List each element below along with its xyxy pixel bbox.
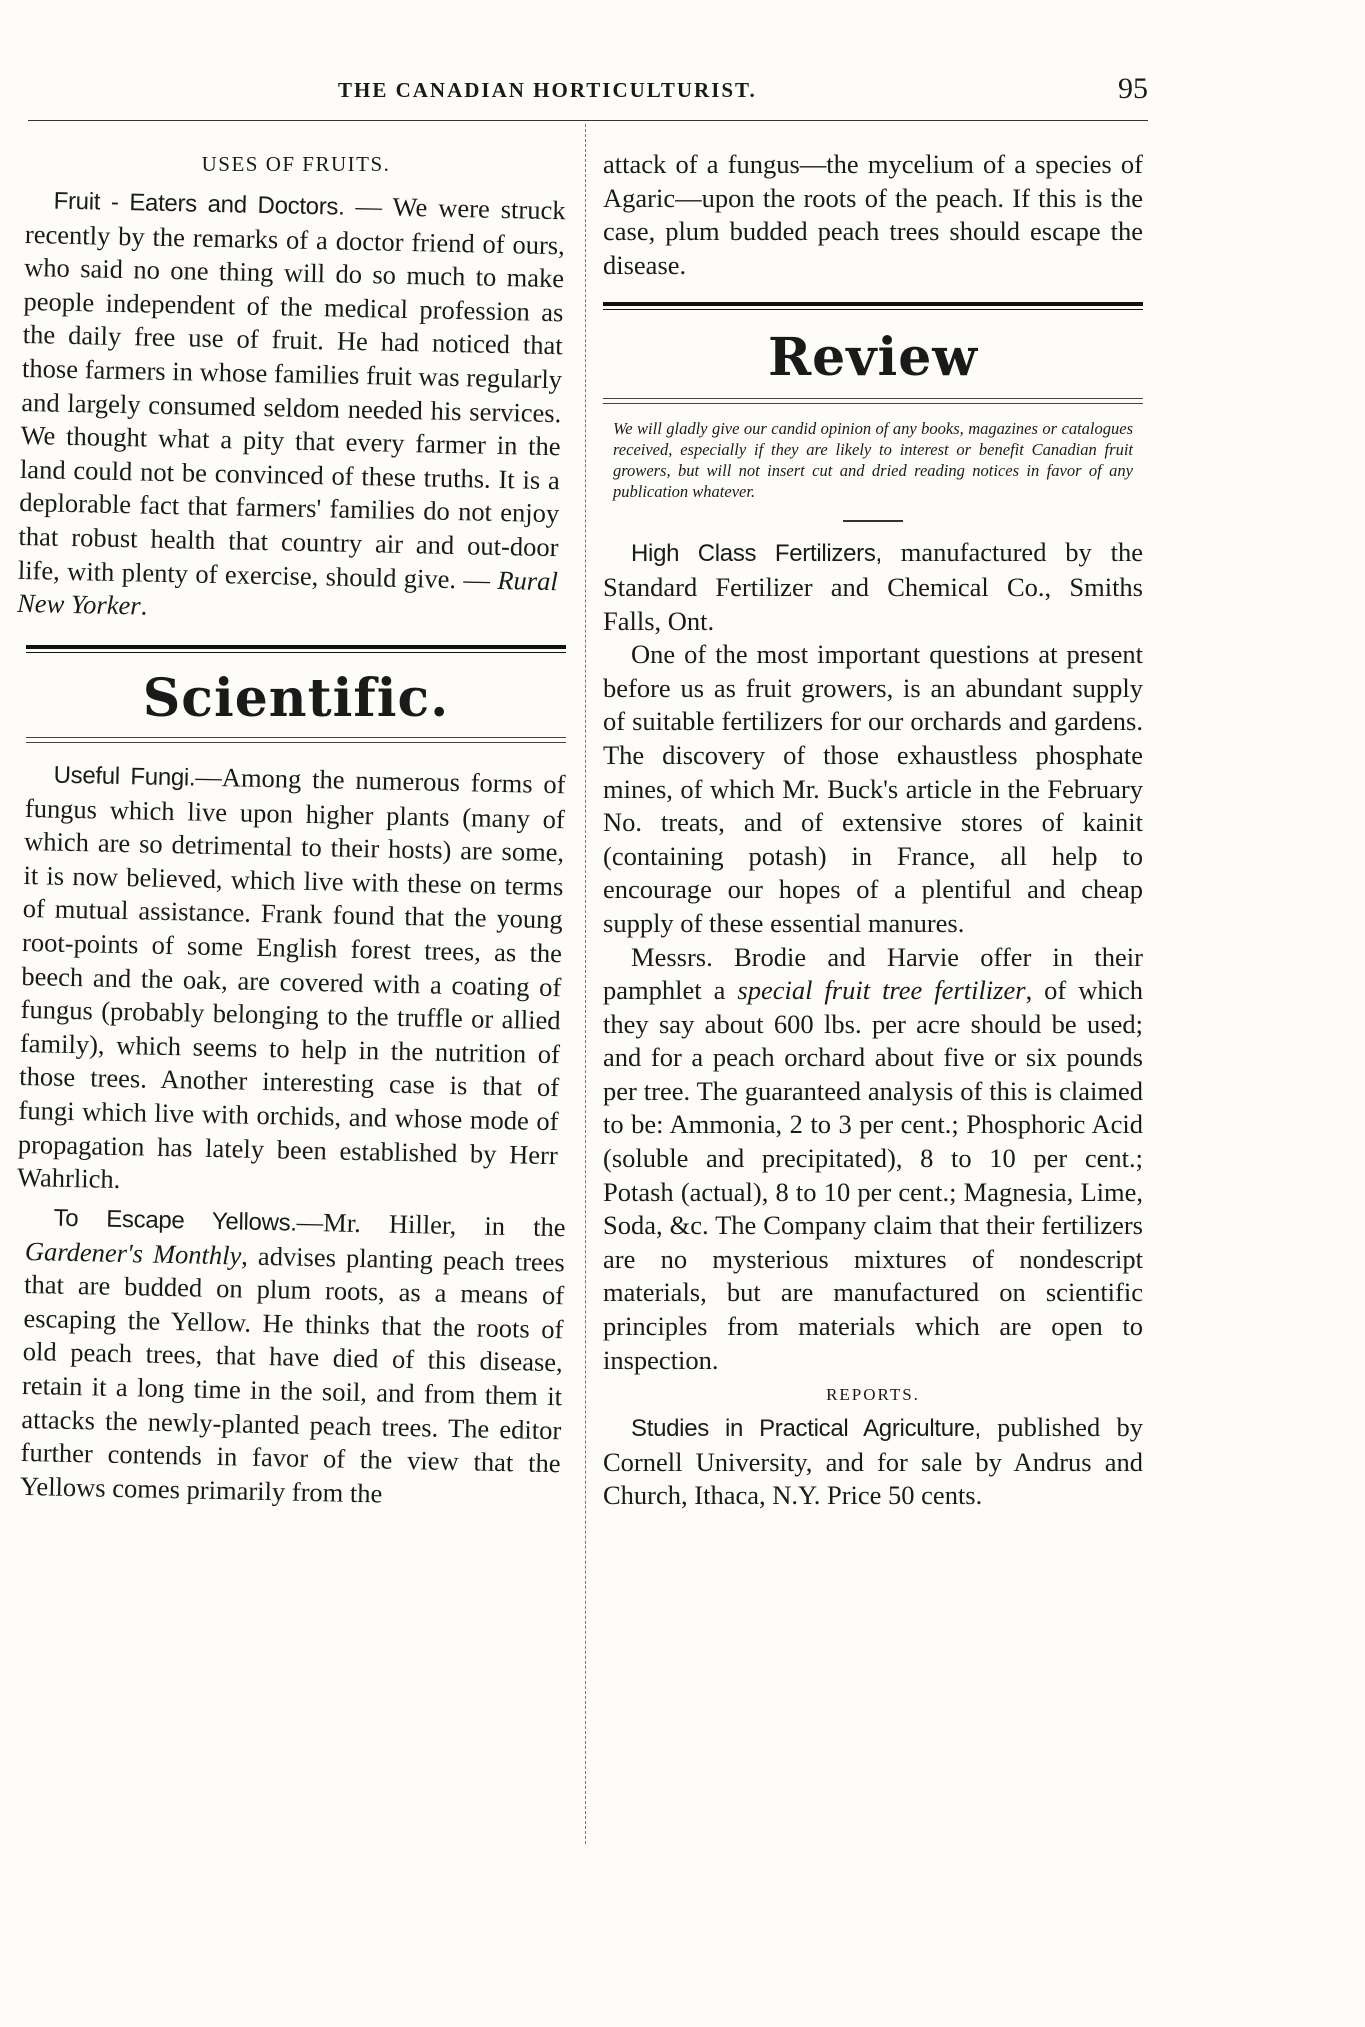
fertilizers-run-in: High Class Fertilizers, xyxy=(631,540,882,568)
studies-body: published by Cornell University, and for sale by Andrus and Church, Ithaca, N.Y. Price 50 cents. xyxy=(603,1412,1143,1511)
fruit-eaters-end: . xyxy=(140,590,148,621)
fruit-eaters-run-in: Fruit - Eaters and Doctors. xyxy=(53,187,345,221)
running-head xyxy=(28,72,1148,116)
right-column xyxy=(603,148,1143,1513)
fruit-eaters-source: Rural New Yorker xyxy=(16,564,559,621)
useful-fungi-body: —Among the numerous forms of fungus which live upon higher plants (many of which are so detrimental to their hosts) are some, it is now believed, which live with these on terms of mutual assistance. Frank found that the young root-points of some English forest trees, as the beech and the oak, are covered with a coating of fungus (probably belonging to the truffle or allied family), which seems to help in the nutrition of those trees. Another interesting case is that of fungi which live with orchids, and whose mode of propagation has lately been established by Herr Wahrlich. xyxy=(16,761,566,1194)
header-rule xyxy=(28,120,1148,121)
studies-article xyxy=(603,1411,1143,1513)
brodie-harvie-paragraph xyxy=(603,941,1143,1378)
brodie-italic: special fruit tree fertilizer xyxy=(737,975,1026,1006)
section-rule-heavy xyxy=(26,645,566,653)
uses-of-fruits-heading: USES OF FRUITS. xyxy=(201,152,391,176)
running-title: THE CANADIAN HORTICULTURIST. xyxy=(338,78,757,102)
review-rule-heavy xyxy=(603,302,1143,310)
reports-heading: REPORTS. xyxy=(826,1385,920,1405)
yellows-source: Gardener's Monthly xyxy=(24,1236,242,1271)
yellows-body-a: —Mr. Hiller, in the xyxy=(296,1207,566,1243)
review-notice: We will gladly give our candid opinion of any books, magazines or catalogues received, especially if they are likely to interest or benefit Canadian fruit growers, but will not insert cut and dried reading notices in favor of any publication whatever. xyxy=(613,419,1133,502)
yellows-continued: attack of a fungus—the mycelium of a species of Agaric—upon the roots of the peach. If this is the case, plum budded peach trees should escape the disease. xyxy=(603,149,1143,280)
review-heading: Review xyxy=(767,327,979,389)
yellows-body-b: , advises planting peach trees that are budded on plum roots, as a means of escaping the Yellow. He thinks that the roots of old peach trees, that have died of this disease, retain it a long time in the soil, and from them it attacks the newly-planted peach trees. The editor further contends in favor of the view that the Yellows comes primarily from the xyxy=(19,1240,566,1509)
short-rule xyxy=(843,520,903,522)
brodie-a: Messrs. Brodie and Harvie offer in their pamphlet a xyxy=(603,941,1143,1006)
fruit-eaters-body: — We were struck recently by the remarks of a doctor friend of ours, who said no one thing will do so much to make people independent of the medical profession as the daily free use of fruit. He had noticed that those farmers in whose families fruit was regularly and largely consumed seldom needed his services. We thought what a pity that every farmer in the land could not be convinced of these truths. It is a deplorable fact that farmers' families do not enjoy that robust health that country air and out-door life, with plenty of exercise, should give. — xyxy=(17,190,566,595)
brodie-b: , of which they say about 600 lbs. per acre should be used; and for a peach orchard about five or six pounds per tree. The guaranteed analysis of this is claimed to be: Ammonia, 2 to 3 per cent.; Phosphoric Acid (soluble and precipitated), 8 to 10 per cent.; Potash (actual), 8 to 10 per cent.; Magnesia, Lime, Soda, &c. The Company claim that their fertilizers are no mysterious mixtures of nondescript materials, but are manufactured on scientific principles from materials which are open to inspection. xyxy=(603,975,1144,1375)
fruit-eaters-article xyxy=(17,183,566,632)
studies-run-in: Studies in Practical Agriculture, xyxy=(631,1415,981,1443)
fertilizers-article xyxy=(603,536,1143,638)
useful-fungi-run-in: Useful Fungi. xyxy=(53,761,196,792)
column-divider xyxy=(585,124,586,1844)
left-column xyxy=(16,148,566,1509)
important-questions-paragraph: One of the most important questions at present before us as fruit growers, is an abundant supply of suitable fertilizers for our orchards and gardens. The discovery of those exhaustless phosphate mines, of which Mr. Buck's article in the February No. treats, and of extensive stores of kainit (containing potash) in France, all help to encourage our hopes of a plentiful and cheap supply of these essential manures. xyxy=(603,639,1143,938)
scientific-heading: Scientific. xyxy=(142,667,450,729)
fertilizers-body: manufactured by the Standard Fertilizer and Chemical Co., Smiths Falls, Ont. xyxy=(603,537,1143,636)
yellows-run-in: To Escape Yellows. xyxy=(53,1205,297,1238)
yellows-article xyxy=(20,1200,566,1515)
useful-fungi-article xyxy=(17,757,566,1206)
page-number: 95 xyxy=(1118,72,1148,105)
